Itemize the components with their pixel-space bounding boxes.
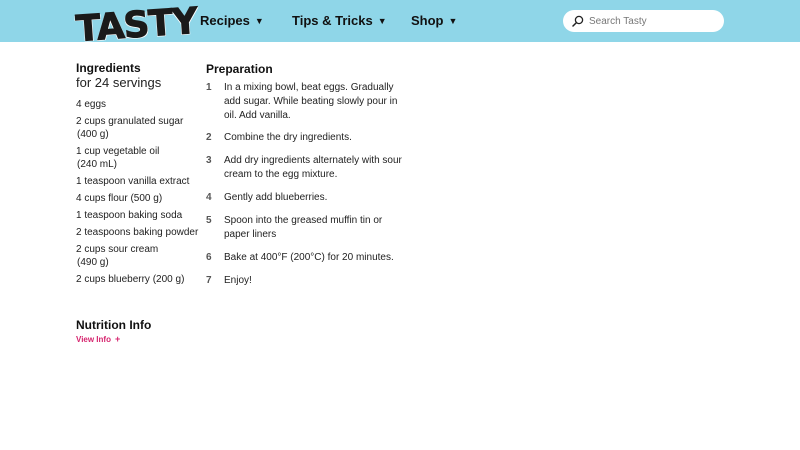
step-text: Bake at 400°F (200°C) for 20 minutes. — [224, 252, 394, 263]
search-icon — [572, 15, 584, 27]
view-info-label: View Info — [76, 335, 111, 344]
step-text: Add dry ingredients alternately with sour cream to the egg mixture. — [224, 155, 402, 180]
ingredient-item — [76, 192, 204, 205]
ingredient-amount: (490 g) — [77, 257, 109, 268]
ingredient-text: 1 cup vegetable oil — [76, 146, 160, 157]
nav-tips-tricks[interactable] — [292, 13, 387, 29]
ingredient-text: 2 teaspoons baking powder — [76, 227, 199, 238]
step-text: Combine the dry ingredients. — [224, 132, 352, 143]
view-info-link[interactable] — [76, 334, 120, 344]
step-number: 6 — [206, 252, 212, 263]
nav-tips-tricks-label: Tips & Tricks — [292, 13, 373, 28]
nav-recipes[interactable] — [200, 13, 264, 29]
ingredient-item — [76, 273, 204, 286]
step-number: 7 — [206, 275, 212, 286]
ingredient-text: 2 cups granulated sugar — [76, 116, 184, 127]
nutrition-heading: Nutrition Info — [76, 318, 152, 332]
ingredient-text: 2 cups sour cream — [76, 244, 159, 255]
step-number: 1 — [206, 82, 212, 93]
ingredient-text: 2 cups blueberry (200 g) — [76, 274, 185, 285]
step-text: Enjoy! — [224, 275, 252, 286]
ingredients-heading: Ingredients — [76, 61, 141, 75]
top-navigation-bar — [0, 0, 800, 51]
step-number: 3 — [206, 155, 212, 166]
ingredient-item — [76, 145, 204, 171]
search-input[interactable] — [589, 13, 717, 29]
step-text: Spoon into the greased muffin tin or paper liners — [224, 215, 383, 240]
ingredient-amount: (400 g) — [77, 129, 109, 140]
step-number: 4 — [206, 192, 212, 203]
ingredient-item — [76, 209, 204, 222]
ingredient-text: 4 eggs — [76, 99, 107, 110]
ingredient-text: 4 cups flour (500 g) — [76, 193, 163, 204]
step-text: In a mixing bowl, beat eggs. Gradually add sugar. While beating slowly pour in oil. Add vanilla. — [224, 82, 398, 121]
servings-text: for 24 servings — [76, 75, 162, 90]
step-text: Gently add blueberries. — [224, 192, 328, 203]
ingredient-text: 1 teaspoon baking soda — [76, 210, 183, 221]
ingredients-list — [76, 98, 204, 290]
step-number: 2 — [206, 132, 212, 143]
ingredient-item — [76, 243, 204, 269]
tasty-logo[interactable]: TASTY — [74, 0, 199, 51]
ingredient-text: 1 teaspoon vanilla extract — [76, 176, 190, 187]
preparation-heading: Preparation — [206, 62, 273, 76]
ingredient-item — [76, 226, 204, 239]
search-box[interactable] — [563, 10, 724, 32]
ingredient-amount: (240 mL) — [77, 159, 118, 170]
chevron-down-icon: ▼ — [254, 16, 264, 26]
ingredient-item — [76, 115, 204, 141]
chevron-down-icon: ▼ — [448, 16, 458, 26]
ingredient-item — [76, 98, 204, 111]
nav-shop[interactable] — [411, 13, 457, 29]
chevron-down-icon: ▼ — [377, 16, 387, 26]
ingredient-item — [76, 175, 204, 188]
plus-icon: + — [114, 334, 121, 344]
step-number: 5 — [206, 215, 212, 226]
nav-recipes-label: Recipes — [200, 13, 250, 28]
nav-shop-label: Shop — [411, 13, 444, 28]
